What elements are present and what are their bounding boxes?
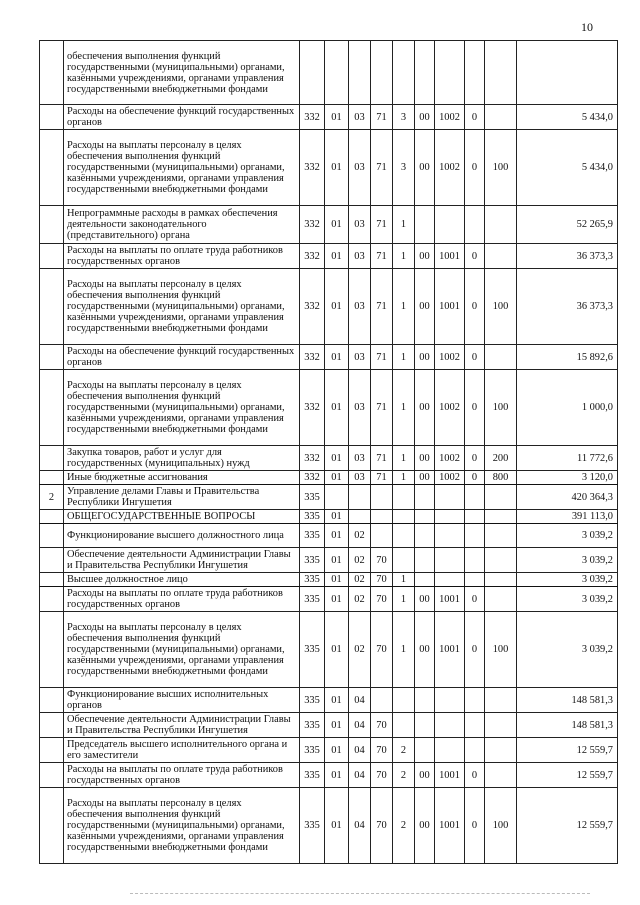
row-number-cell — [40, 41, 64, 105]
expense-type-code-cell: 200 — [485, 446, 517, 471]
expense-type-code-cell — [485, 244, 517, 269]
table-row — [40, 446, 618, 471]
subsection-code-cell: 03 — [349, 130, 371, 206]
expense-name-cell: Расходы на выплаты по оплате труда работников государственных органов — [64, 587, 300, 612]
program-code-cell — [371, 510, 393, 524]
direction-code-cell: 00 — [415, 370, 435, 446]
table-row — [40, 244, 618, 269]
subsection-code-cell: 02 — [349, 573, 371, 587]
expense-type-code-cell — [485, 206, 517, 244]
program-code-cell: 70 — [371, 713, 393, 738]
expense-code-cell — [435, 573, 465, 587]
ministry-code-cell: 335 — [300, 788, 325, 864]
expense-type-code-cell — [485, 105, 517, 130]
direction-code-cell — [415, 688, 435, 713]
expense-code-cell: 1002 — [435, 471, 465, 485]
expense-code-cell — [435, 485, 465, 510]
amount-cell: 36 373,3 — [517, 244, 618, 269]
subcode-cell — [465, 485, 485, 510]
table-row — [40, 548, 618, 573]
table-row — [40, 612, 618, 688]
section-code-cell: 01 — [325, 510, 349, 524]
direction-code-cell: 00 — [415, 130, 435, 206]
subcode-cell: 0 — [465, 130, 485, 206]
subsection-code-cell: 03 — [349, 206, 371, 244]
direction-code-cell — [415, 548, 435, 573]
expense-code-cell — [435, 510, 465, 524]
row-number-cell — [40, 105, 64, 130]
table-row — [40, 269, 618, 345]
subprogram-code-cell — [393, 713, 415, 738]
table-row — [40, 524, 618, 548]
ministry-code-cell: 335 — [300, 738, 325, 763]
amount-cell: 148 581,3 — [517, 713, 618, 738]
section-code-cell: 01 — [325, 206, 349, 244]
expense-code-cell — [435, 524, 465, 548]
expense-code-cell — [435, 713, 465, 738]
expense-name-cell: Обеспечение деятельности Администрации Главы и Правительства Республики Ингушетия — [64, 713, 300, 738]
budget-table — [39, 40, 618, 864]
table-row — [40, 738, 618, 763]
table-row — [40, 105, 618, 130]
expense-type-code-cell — [485, 41, 517, 105]
amount-cell: 15 892,6 — [517, 345, 618, 370]
row-number-cell — [40, 370, 64, 446]
row-number-cell — [40, 738, 64, 763]
ministry-code-cell: 332 — [300, 345, 325, 370]
subprogram-code-cell: 1 — [393, 206, 415, 244]
row-number-cell — [40, 269, 64, 345]
table-row — [40, 688, 618, 713]
expense-name-cell: Председатель высшего исполнительного органа и его заместители — [64, 738, 300, 763]
section-code-cell — [325, 41, 349, 105]
subcode-cell — [465, 548, 485, 573]
amount-cell — [517, 41, 618, 105]
expense-type-code-cell: 100 — [485, 269, 517, 345]
subsection-code-cell: 04 — [349, 713, 371, 738]
amount-cell: 12 559,7 — [517, 738, 618, 763]
table-row — [40, 788, 618, 864]
expense-code-cell — [435, 738, 465, 763]
program-code-cell: 70 — [371, 788, 393, 864]
expense-code-cell: 1001 — [435, 763, 465, 788]
section-code-cell: 01 — [325, 763, 349, 788]
section-code-cell: 01 — [325, 130, 349, 206]
expense-type-code-cell — [485, 573, 517, 587]
direction-code-cell — [415, 206, 435, 244]
table-row — [40, 587, 618, 612]
expense-code-cell: 1001 — [435, 612, 465, 688]
subsection-code-cell — [349, 41, 371, 105]
row-number-cell — [40, 788, 64, 864]
expense-type-code-cell: 100 — [485, 130, 517, 206]
row-number-cell — [40, 524, 64, 548]
expense-type-code-cell — [485, 688, 517, 713]
table-body — [40, 41, 618, 864]
program-code-cell: 70 — [371, 612, 393, 688]
subprogram-code-cell: 1 — [393, 573, 415, 587]
expense-name-cell: обеспечения выполнения функций государственными (муниципальными) органами, казёнными учреждениями, органами управления государственными внебюджетными фондами — [64, 41, 300, 105]
expense-code-cell: 1002 — [435, 370, 465, 446]
subprogram-code-cell: 2 — [393, 738, 415, 763]
section-code-cell: 01 — [325, 269, 349, 345]
expense-type-code-cell: 100 — [485, 612, 517, 688]
expense-type-code-cell — [485, 738, 517, 763]
subprogram-code-cell: 1 — [393, 244, 415, 269]
subsection-code-cell: 03 — [349, 244, 371, 269]
direction-code-cell — [415, 573, 435, 587]
expense-code-cell: 1001 — [435, 587, 465, 612]
amount-cell: 391 113,0 — [517, 510, 618, 524]
amount-cell: 3 039,2 — [517, 612, 618, 688]
subsection-code-cell — [349, 510, 371, 524]
section-code-cell: 01 — [325, 471, 349, 485]
direction-code-cell: 00 — [415, 471, 435, 485]
subcode-cell: 0 — [465, 370, 485, 446]
section-code-cell: 01 — [325, 244, 349, 269]
section-code-cell: 01 — [325, 713, 349, 738]
amount-cell: 5 434,0 — [517, 105, 618, 130]
program-code-cell: 70 — [371, 573, 393, 587]
subsection-code-cell: 04 — [349, 763, 371, 788]
expense-code-cell — [435, 688, 465, 713]
subsection-code-cell: 03 — [349, 471, 371, 485]
direction-code-cell: 00 — [415, 763, 435, 788]
expense-type-code-cell: 100 — [485, 370, 517, 446]
expense-code-cell: 1002 — [435, 105, 465, 130]
program-code-cell: 71 — [371, 345, 393, 370]
row-number-cell — [40, 510, 64, 524]
expense-name-cell: Функционирование высших исполнительных органов — [64, 688, 300, 713]
section-code-cell: 01 — [325, 370, 349, 446]
direction-code-cell: 00 — [415, 345, 435, 370]
amount-cell: 148 581,3 — [517, 688, 618, 713]
expense-name-cell: Расходы на выплаты персоналу в целях обеспечения выполнения функций государственными (муниципальными) органами, казёнными учреждениями, органами управления государственными внебюджетными фондами — [64, 269, 300, 345]
table-row — [40, 713, 618, 738]
direction-code-cell: 00 — [415, 269, 435, 345]
row-number-cell — [40, 612, 64, 688]
subcode-cell: 0 — [465, 471, 485, 485]
table-row — [40, 41, 618, 105]
program-code-cell: 71 — [371, 471, 393, 485]
subcode-cell — [465, 738, 485, 763]
table-row — [40, 763, 618, 788]
expense-type-code-cell — [485, 548, 517, 573]
subcode-cell: 0 — [465, 446, 485, 471]
expense-name-cell: Расходы на выплаты персоналу в целях обеспечения выполнения функций государственными (муниципальными) органами, казёнными учреждениями, органами управления государственными внебюджетными фондами — [64, 370, 300, 446]
row-number-cell — [40, 244, 64, 269]
expense-name-cell: Обеспечение деятельности Администрации Главы и Правительства Республики Ингушетия — [64, 548, 300, 573]
direction-code-cell — [415, 485, 435, 510]
table-row — [40, 471, 618, 485]
expense-type-code-cell: 800 — [485, 471, 517, 485]
direction-code-cell: 00 — [415, 612, 435, 688]
direction-code-cell: 00 — [415, 244, 435, 269]
expense-name-cell: Управление делами Главы и Правительства Республики Ингушетия — [64, 485, 300, 510]
direction-code-cell: 00 — [415, 105, 435, 130]
expense-name-cell: Расходы на выплаты персоналу в целях обеспечения выполнения функций государственными (муниципальными) органами, казёнными учреждениями, органами управления государственными внебюджетными фондами — [64, 788, 300, 864]
subsection-code-cell: 04 — [349, 688, 371, 713]
expense-type-code-cell — [485, 713, 517, 738]
expense-type-code-cell — [485, 587, 517, 612]
ministry-code-cell: 335 — [300, 573, 325, 587]
subcode-cell: 0 — [465, 345, 485, 370]
program-code-cell — [371, 688, 393, 713]
ministry-code-cell: 335 — [300, 510, 325, 524]
subsection-code-cell: 03 — [349, 345, 371, 370]
expense-name-cell: Расходы на выплаты по оплате труда работников государственных органов — [64, 763, 300, 788]
row-number-cell: 2 — [40, 485, 64, 510]
section-code-cell: 01 — [325, 345, 349, 370]
row-number-cell — [40, 548, 64, 573]
ministry-code-cell: 335 — [300, 587, 325, 612]
subsection-code-cell: 04 — [349, 788, 371, 864]
subprogram-code-cell: 3 — [393, 105, 415, 130]
section-code-cell: 01 — [325, 446, 349, 471]
expense-name-cell: Расходы на выплаты персоналу в целях обеспечения выполнения функций государственными (муниципальными) органами, казёнными учреждениями, органами управления государственными внебюджетными фондами — [64, 130, 300, 206]
ministry-code-cell: 335 — [300, 524, 325, 548]
subcode-cell: 0 — [465, 269, 485, 345]
direction-code-cell — [415, 524, 435, 548]
subcode-cell — [465, 713, 485, 738]
amount-cell: 52 265,9 — [517, 206, 618, 244]
subprogram-code-cell — [393, 41, 415, 105]
row-number-cell — [40, 763, 64, 788]
subsection-code-cell: 04 — [349, 738, 371, 763]
amount-cell: 1 000,0 — [517, 370, 618, 446]
subprogram-code-cell — [393, 688, 415, 713]
subprogram-code-cell: 1 — [393, 471, 415, 485]
amount-cell: 36 373,3 — [517, 269, 618, 345]
ministry-code-cell — [300, 41, 325, 105]
subsection-code-cell: 02 — [349, 587, 371, 612]
expense-code-cell — [435, 41, 465, 105]
ministry-code-cell: 332 — [300, 244, 325, 269]
table-row — [40, 345, 618, 370]
expense-name-cell: Функционирование высшего должностного лица — [64, 524, 300, 548]
subsection-code-cell: 02 — [349, 612, 371, 688]
amount-cell: 5 434,0 — [517, 130, 618, 206]
program-code-cell: 70 — [371, 738, 393, 763]
ministry-code-cell: 332 — [300, 370, 325, 446]
subprogram-code-cell — [393, 510, 415, 524]
expense-name-cell: ОБЩЕГОСУДАРСТВЕННЫЕ ВОПРОСЫ — [64, 510, 300, 524]
direction-code-cell — [415, 510, 435, 524]
subprogram-code-cell: 2 — [393, 763, 415, 788]
section-code-cell — [325, 485, 349, 510]
subprogram-code-cell: 2 — [393, 788, 415, 864]
subsection-code-cell: 02 — [349, 524, 371, 548]
section-code-cell: 01 — [325, 612, 349, 688]
section-code-cell: 01 — [325, 105, 349, 130]
expense-type-code-cell — [485, 485, 517, 510]
ministry-code-cell: 332 — [300, 446, 325, 471]
subcode-cell: 0 — [465, 763, 485, 788]
subsection-code-cell: 03 — [349, 269, 371, 345]
section-code-cell: 01 — [325, 738, 349, 763]
program-code-cell — [371, 485, 393, 510]
expense-code-cell: 1002 — [435, 130, 465, 206]
expense-code-cell: 1001 — [435, 244, 465, 269]
subprogram-code-cell: 1 — [393, 370, 415, 446]
program-code-cell: 70 — [371, 763, 393, 788]
expense-name-cell: Расходы на обеспечение функций государственных органов — [64, 345, 300, 370]
table-row — [40, 370, 618, 446]
direction-code-cell: 00 — [415, 587, 435, 612]
program-code-cell: 71 — [371, 130, 393, 206]
ministry-code-cell: 332 — [300, 130, 325, 206]
subcode-cell — [465, 573, 485, 587]
footer-scan-rule — [130, 893, 590, 894]
program-code-cell: 71 — [371, 269, 393, 345]
expense-name-cell: Расходы на выплаты персоналу в целях обеспечения выполнения функций государственными (муниципальными) органами, казёнными учреждениями, органами управления государственными внебюджетными фондами — [64, 612, 300, 688]
subsection-code-cell: 03 — [349, 105, 371, 130]
amount-cell: 3 039,2 — [517, 548, 618, 573]
expense-code-cell — [435, 206, 465, 244]
expense-code-cell — [435, 548, 465, 573]
row-number-cell — [40, 587, 64, 612]
expense-name-cell: Высшее должностное лицо — [64, 573, 300, 587]
expense-code-cell: 1002 — [435, 446, 465, 471]
ministry-code-cell: 335 — [300, 688, 325, 713]
subcode-cell: 0 — [465, 612, 485, 688]
expense-name-cell: Непрограммные расходы в рамках обеспечения деятельности законодательного (представительного) органа — [64, 206, 300, 244]
subsection-code-cell: 03 — [349, 446, 371, 471]
subprogram-code-cell — [393, 548, 415, 573]
subcode-cell: 0 — [465, 788, 485, 864]
program-code-cell: 71 — [371, 244, 393, 269]
ministry-code-cell: 335 — [300, 485, 325, 510]
program-code-cell: 70 — [371, 587, 393, 612]
amount-cell: 420 364,3 — [517, 485, 618, 510]
direction-code-cell: 00 — [415, 788, 435, 864]
section-code-cell: 01 — [325, 688, 349, 713]
subprogram-code-cell: 1 — [393, 446, 415, 471]
ministry-code-cell: 335 — [300, 612, 325, 688]
direction-code-cell — [415, 713, 435, 738]
section-code-cell: 01 — [325, 548, 349, 573]
amount-cell: 12 559,7 — [517, 763, 618, 788]
amount-cell: 3 039,2 — [517, 524, 618, 548]
row-number-cell — [40, 206, 64, 244]
subcode-cell — [465, 41, 485, 105]
subcode-cell — [465, 206, 485, 244]
subcode-cell: 0 — [465, 587, 485, 612]
amount-cell: 3 039,2 — [517, 587, 618, 612]
subsection-code-cell: 03 — [349, 370, 371, 446]
expense-type-code-cell — [485, 763, 517, 788]
amount-cell: 12 559,7 — [517, 788, 618, 864]
ministry-code-cell: 332 — [300, 105, 325, 130]
ministry-code-cell: 332 — [300, 471, 325, 485]
expense-name-cell: Расходы на обеспечение функций государственных органов — [64, 105, 300, 130]
amount-cell: 11 772,6 — [517, 446, 618, 471]
ministry-code-cell: 335 — [300, 548, 325, 573]
expense-type-code-cell — [485, 524, 517, 548]
row-number-cell — [40, 446, 64, 471]
subcode-cell — [465, 524, 485, 548]
program-code-cell — [371, 41, 393, 105]
expense-code-cell: 1001 — [435, 269, 465, 345]
row-number-cell — [40, 345, 64, 370]
subprogram-code-cell: 1 — [393, 587, 415, 612]
subcode-cell: 0 — [465, 105, 485, 130]
subprogram-code-cell: 3 — [393, 130, 415, 206]
program-code-cell: 71 — [371, 446, 393, 471]
subprogram-code-cell — [393, 524, 415, 548]
expense-code-cell: 1001 — [435, 788, 465, 864]
subprogram-code-cell: 1 — [393, 269, 415, 345]
program-code-cell — [371, 524, 393, 548]
subprogram-code-cell — [393, 485, 415, 510]
direction-code-cell — [415, 41, 435, 105]
expense-name-cell: Закупка товаров, работ и услуг для государственных (муниципальных) нужд — [64, 446, 300, 471]
row-number-cell — [40, 688, 64, 713]
table-row — [40, 510, 618, 524]
ministry-code-cell: 332 — [300, 269, 325, 345]
program-code-cell: 70 — [371, 548, 393, 573]
page-number: 10 — [581, 20, 593, 34]
expense-type-code-cell — [485, 510, 517, 524]
ministry-code-cell: 335 — [300, 763, 325, 788]
table-row — [40, 573, 618, 587]
expense-name-cell: Расходы на выплаты по оплате труда работников государственных органов — [64, 244, 300, 269]
ministry-code-cell: 332 — [300, 206, 325, 244]
expense-name-cell: Иные бюджетные ассигнования — [64, 471, 300, 485]
amount-cell: 3 039,2 — [517, 573, 618, 587]
ministry-code-cell: 335 — [300, 713, 325, 738]
row-number-cell — [40, 573, 64, 587]
expense-type-code-cell: 100 — [485, 788, 517, 864]
table-row — [40, 206, 618, 244]
table-row — [40, 130, 618, 206]
direction-code-cell — [415, 738, 435, 763]
program-code-cell: 71 — [371, 105, 393, 130]
section-code-cell: 01 — [325, 524, 349, 548]
row-number-cell — [40, 130, 64, 206]
table-row — [40, 485, 618, 510]
subcode-cell: 0 — [465, 244, 485, 269]
subcode-cell — [465, 688, 485, 713]
section-code-cell: 01 — [325, 573, 349, 587]
program-code-cell: 71 — [371, 370, 393, 446]
row-number-cell — [40, 713, 64, 738]
expense-type-code-cell — [485, 345, 517, 370]
subsection-code-cell — [349, 485, 371, 510]
section-code-cell: 01 — [325, 587, 349, 612]
subsection-code-cell: 02 — [349, 548, 371, 573]
program-code-cell: 71 — [371, 206, 393, 244]
subcode-cell — [465, 510, 485, 524]
direction-code-cell: 00 — [415, 446, 435, 471]
row-number-cell — [40, 471, 64, 485]
section-code-cell: 01 — [325, 788, 349, 864]
subprogram-code-cell: 1 — [393, 345, 415, 370]
subprogram-code-cell: 1 — [393, 612, 415, 688]
expense-code-cell: 1002 — [435, 345, 465, 370]
amount-cell: 3 120,0 — [517, 471, 618, 485]
